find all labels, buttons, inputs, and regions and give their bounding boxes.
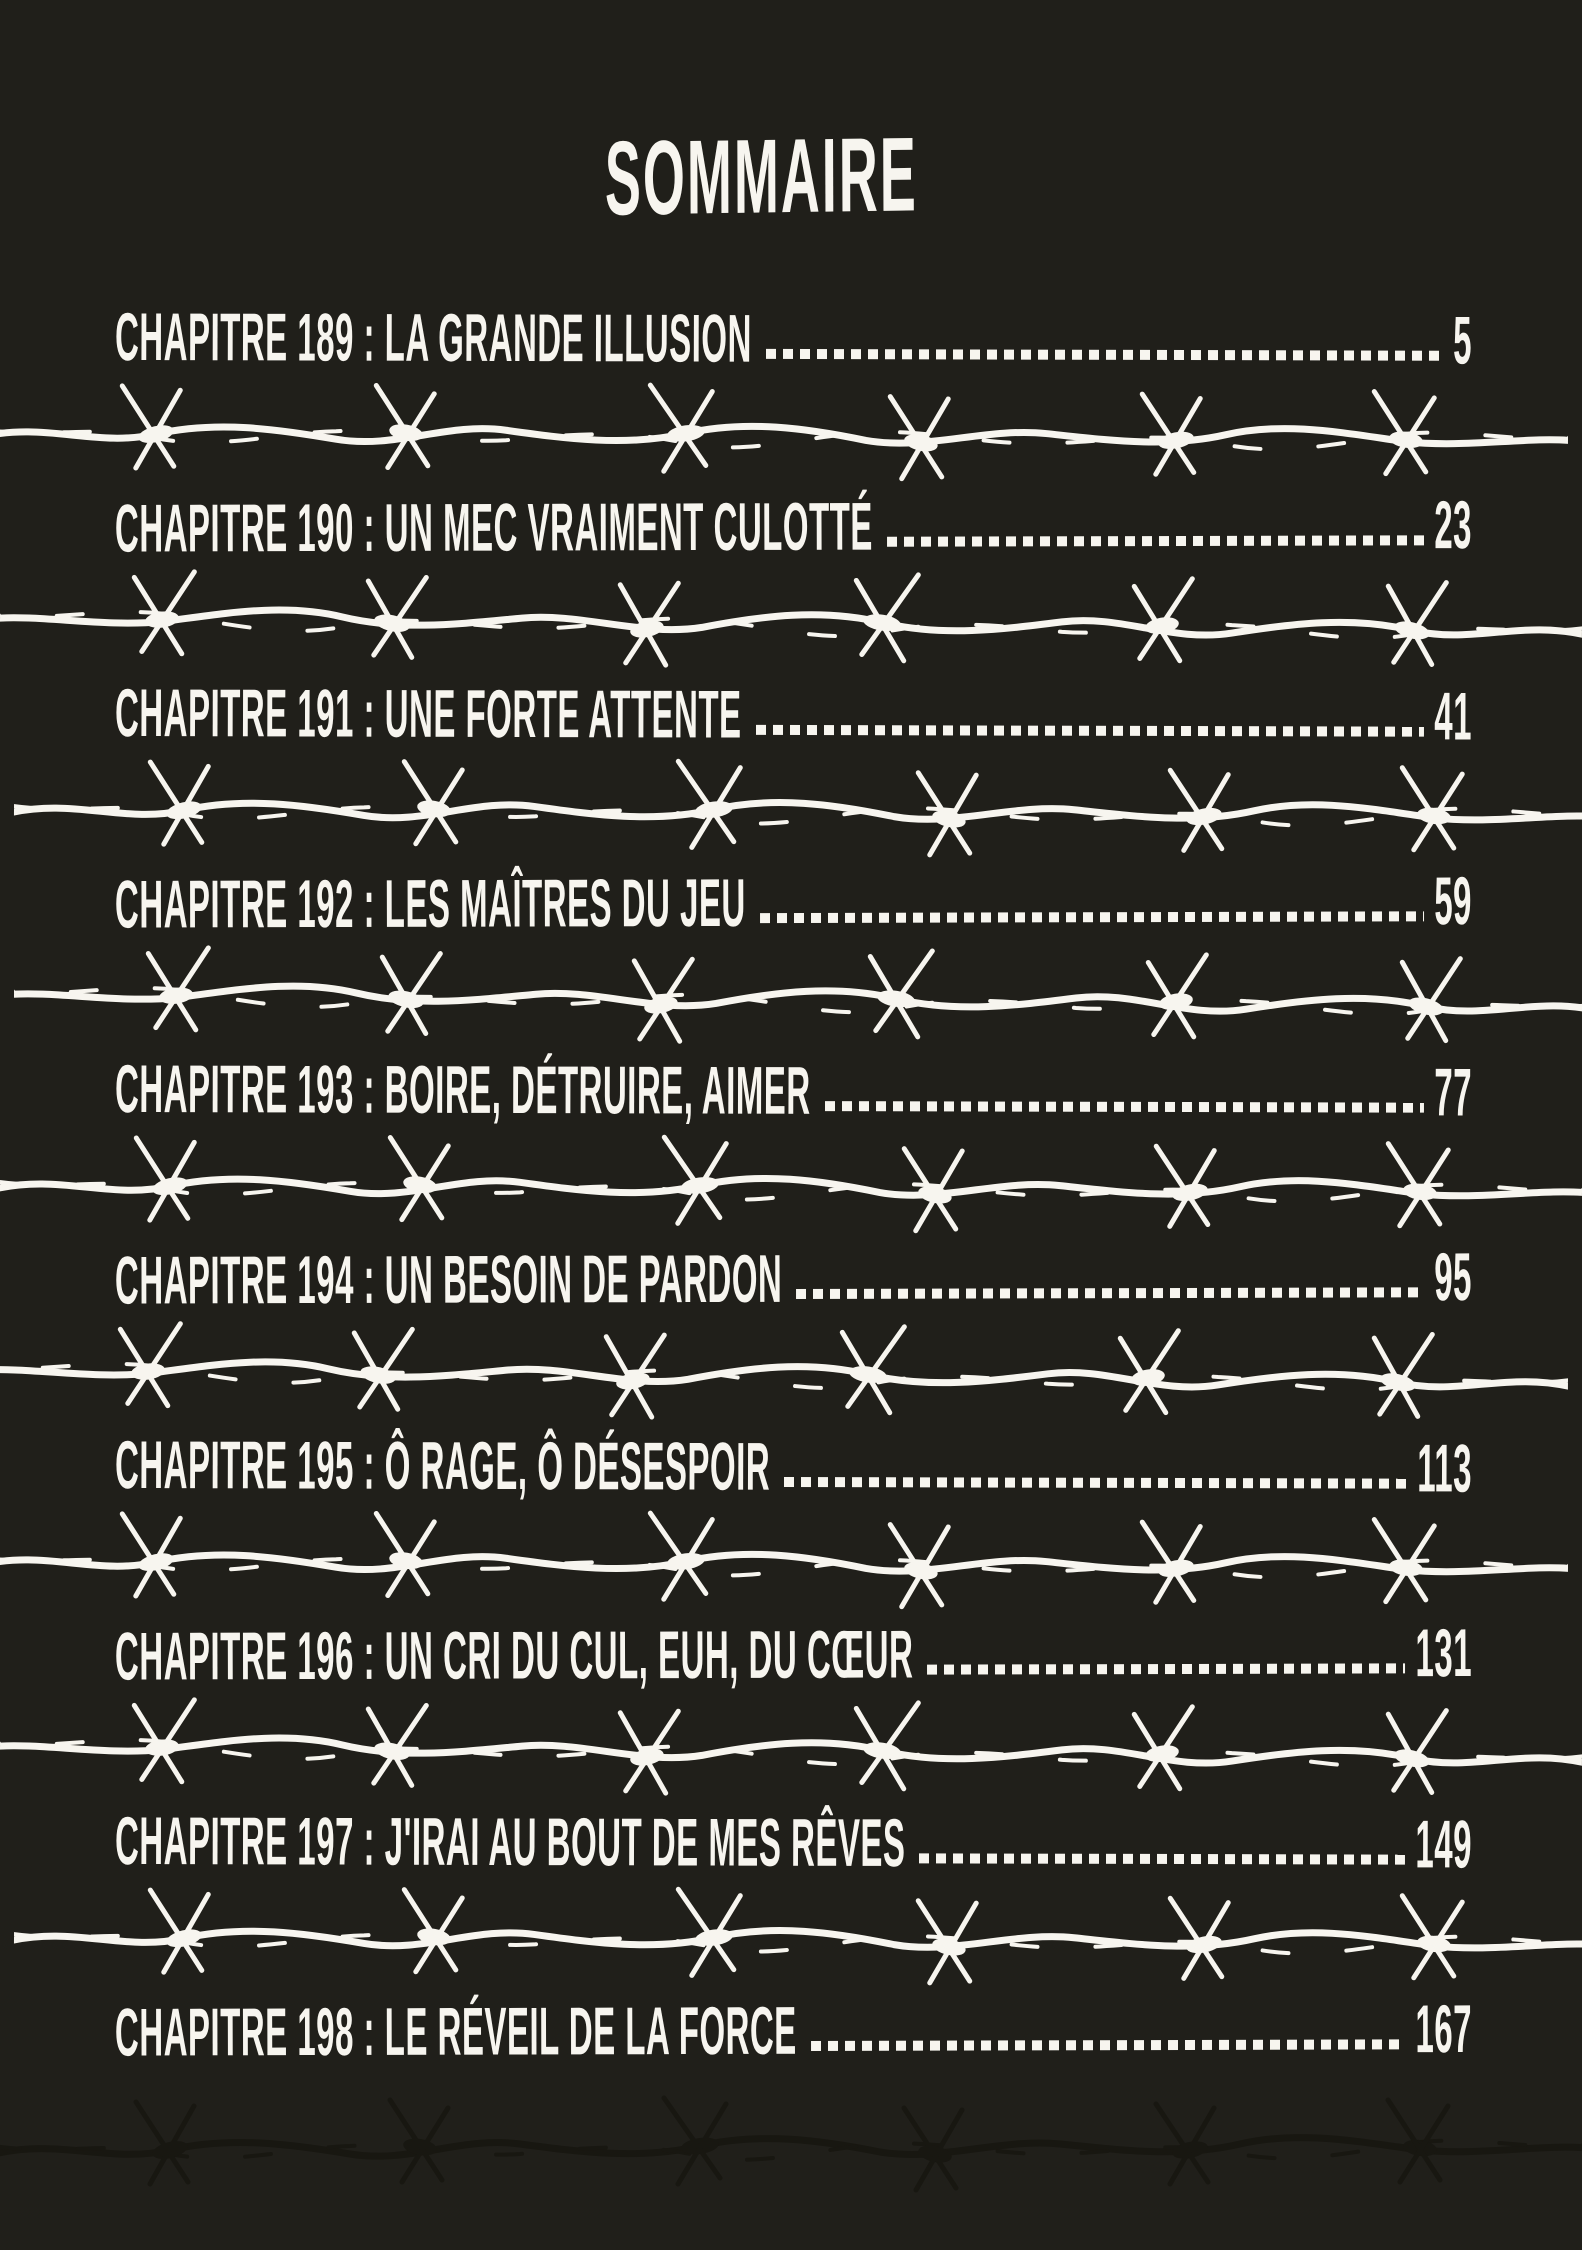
page-number: 131 (1415, 1614, 1473, 1691)
page-header (0, 0, 1582, 238)
page-number: 59 (1434, 862, 1473, 939)
barbed-wire-icon (0, 367, 1568, 505)
page-number: 95 (1434, 1238, 1473, 1315)
dotted-leader (796, 1287, 1424, 1299)
barbed-wire-icon (14, 931, 1582, 1070)
barbed-wire-divider (0, 1124, 1582, 1252)
barbed-wire-icon (0, 1495, 1568, 1633)
chapter-label: CHAPITRE 193 : BOIRE, DÉTRUIRE, AIMER (114, 1050, 811, 1129)
toc-row (114, 1238, 1473, 1318)
toc-list (0, 298, 1582, 2212)
toc-row (114, 1990, 1473, 2070)
dotted-leader (825, 1101, 1425, 1113)
page-number: 5 (1453, 301, 1473, 378)
barbed-wire-icon (0, 1119, 1582, 1257)
barbed-wire-divider (0, 560, 1582, 688)
dotted-leader (784, 1477, 1407, 1489)
toc-row (114, 1426, 1473, 1506)
dotted-leader (811, 2039, 1406, 2051)
chapter-label: CHAPITRE 192 : LES MAÎTRES DU JEU (114, 864, 746, 942)
page-number: 113 (1417, 1429, 1473, 1506)
chapter-label: CHAPITRE 191 : UNE FORTE ATTENTE (114, 674, 742, 752)
dotted-leader (927, 1663, 1405, 1674)
page-number: 77 (1434, 1053, 1473, 1130)
dotted-leader (756, 725, 1425, 737)
toc-row (114, 1050, 1473, 1130)
toc-row (114, 862, 1473, 942)
barbed-wire-icon (0, 554, 1582, 693)
toc-row (114, 674, 1473, 754)
barbed-wire-icon (14, 1871, 1582, 2009)
dotted-leader (766, 349, 1443, 361)
chapter-label: CHAPITRE 190 : UN MEC VRAIMENT CULOTTÉ (114, 488, 873, 566)
toc-row (114, 298, 1473, 378)
toc-row (114, 1614, 1473, 1694)
barbed-wire-divider (0, 748, 1582, 876)
chapter-label: CHAPITRE 189 : LA GRANDE ILLUSION (114, 298, 752, 376)
page-number: 167 (1415, 1990, 1473, 2067)
chapter-label: CHAPITRE 198 : LE RÉVEIL DE LA FORCE (114, 1992, 797, 2070)
page-title: SOMMAIRE (604, 116, 918, 238)
page-number: 149 (1415, 1805, 1473, 1882)
barbed-wire-divider (0, 1688, 1582, 1816)
barbed-wire-faint (0, 2084, 1582, 2212)
barbed-wire-divider (0, 1500, 1582, 1628)
dotted-leader (887, 535, 1424, 546)
barbed-wire-icon (14, 743, 1582, 881)
barbed-wire-icon (0, 1682, 1582, 1821)
barbed-wire-icon (0, 2084, 1582, 2212)
dotted-leader (760, 911, 1425, 923)
dotted-leader (919, 1853, 1405, 1864)
chapter-label: CHAPITRE 197 : J'IRAI AU BOUT DE MES RÊVES (114, 1802, 906, 1881)
chapter-label: CHAPITRE 196 : UN CRI DU CUL, EUH, DU CŒUR (114, 1615, 914, 1694)
page-number: 23 (1434, 486, 1473, 563)
toc-row (114, 486, 1473, 566)
barbed-wire-divider (0, 936, 1582, 1064)
barbed-wire-icon (0, 1306, 1568, 1445)
chapter-label: CHAPITRE 195 : Ô RAGE, Ô DÉSESPOIR (114, 1426, 771, 1505)
page-number: 41 (1434, 677, 1473, 754)
toc-row (114, 1802, 1473, 1882)
barbed-wire-divider (0, 1312, 1582, 1440)
barbed-wire-divider (0, 1876, 1582, 2004)
chapter-label: CHAPITRE 194 : UN BESOIN DE PARDON (114, 1240, 783, 1318)
barbed-wire-divider (0, 372, 1582, 500)
